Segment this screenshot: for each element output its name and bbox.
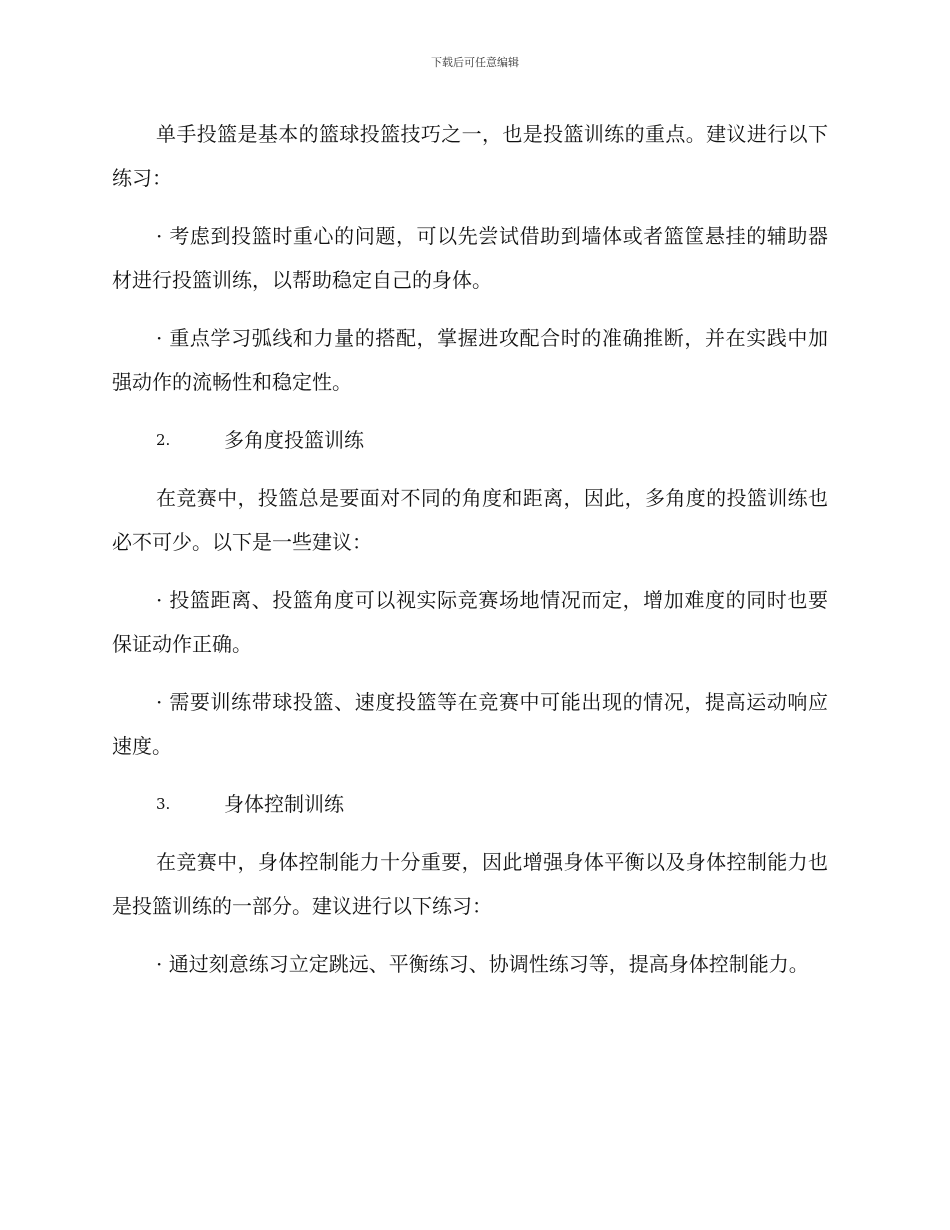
bullet-paragraph: · 考虑到投篮时重心的问题，可以先尝试借助到墙体或者篮筐悬挂的辅助器材进行投篮训练，以帮助稳定自己的身体。 bbox=[112, 224, 828, 292]
document-body bbox=[112, 112, 828, 1000]
paragraph: 单手投篮是基本的篮球投篮技巧之一，也是投篮训练的重点。建议进行以下练习： bbox=[112, 122, 828, 190]
bullet-paragraph: · 通过刻意练习立定跳远、平衡练习、协调性练习等，提高身体控制能力。 bbox=[156, 952, 809, 976]
section-title: 身体控制训练 bbox=[224, 792, 344, 816]
section-heading bbox=[112, 782, 828, 826]
section-number: 2. bbox=[156, 431, 171, 449]
section-number: 3. bbox=[156, 795, 171, 813]
section-title: 多角度投篮训练 bbox=[224, 428, 364, 452]
bullet-paragraph: · 需要训练带球投篮、速度投篮等在竞赛中可能出现的情况，提高运动响应速度。 bbox=[112, 690, 828, 758]
bullet-paragraph: · 投篮距离、投篮角度可以视实际竞赛场地情况而定，增加难度的同时也要保证动作正确。 bbox=[112, 588, 828, 656]
paragraph: 在竞赛中，身体控制能力十分重要，因此增强身体平衡以及身体控制能力也是投篮训练的一部分。建议进行以下练习： bbox=[112, 850, 828, 918]
paragraph: 在竞赛中，投篮总是要面对不同的角度和距离，因此，多角度的投篮训练也必不可少。以下是一些建议： bbox=[112, 486, 828, 554]
page-header: 下载后可任意编辑 bbox=[431, 56, 519, 69]
section-heading bbox=[112, 418, 828, 462]
bullet-paragraph: · 重点学习弧线和力量的搭配，掌握进攻配合时的准确推断，并在实践中加强动作的流畅性和稳定性。 bbox=[112, 326, 828, 394]
